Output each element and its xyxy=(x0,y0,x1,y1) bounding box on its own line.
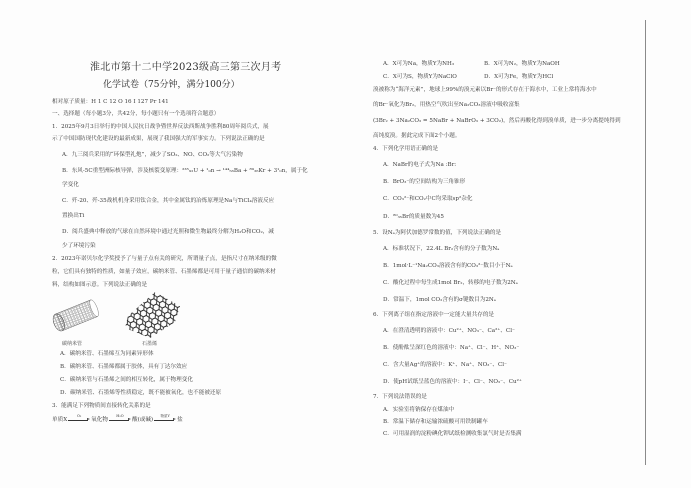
q3-option-c: C．X可为S，物质Y为NaClO xyxy=(383,74,457,80)
section-heading: 一、选择题（每小题3分，共42分，每小题只有一个选项符合题意） xyxy=(52,111,220,117)
graphene-image xyxy=(120,288,185,340)
chain-acid-base: 酸(或碱) xyxy=(131,417,154,423)
bromine-passage: 的Br⁻氧化为Br₂，用热空气吹出至Na₂CO₃溶液中吸收富集 xyxy=(373,102,520,108)
arrow-icon: H₂O xyxy=(109,416,131,423)
q3-conversion-chain xyxy=(52,415,183,423)
q7-option-b: B．常温下储存和运输浓硫酸可用铁制罐车 xyxy=(383,419,488,425)
q1-option-c: 置换出Ti xyxy=(62,213,85,219)
q1-option-b: 学变化 xyxy=(62,182,79,188)
q2-stem: 料，结构如图示意。下列说法正确的是 xyxy=(52,282,148,288)
q4-option-c: C．CO₃²⁻和CO₂中C均采取sp²杂化 xyxy=(383,196,473,202)
q7-option-c: C．可用湿润的淀粉碘化钾试纸检测收集氯气时是否集满 xyxy=(383,431,522,437)
exam-title: 淮北市第十二中学2023级高三第三次月考 xyxy=(90,62,282,73)
q2-option-d: D．碳纳米管、石墨烯等性质稳定，既不能被氧化，也不能被还原 xyxy=(60,390,222,396)
q1-option-a: A．九三阅兵采用的“环保型礼炮”，减少了SO₂、NO、CO₂等大气污染物 xyxy=(62,152,243,158)
bromine-passage: (3Br₂ + 3Na₂CO₃ = 5NaBr + NaBrO₃ + 3CO₂)，然后再酸化得到溴单质，进一步分离提纯得到 xyxy=(373,118,621,124)
q1-option-c: C．歼-20、歼-35战机机身采用钛合金，其中金属钛的冶炼原理是Na与TiCl₄溶液反应 xyxy=(62,198,275,204)
carbon-nanotube-image xyxy=(50,295,100,340)
q5-option-a: A．标准状况下，22.4L Br₂含有的分子数为Nₐ xyxy=(383,246,500,252)
q1-stem: 1．2025年9月3日举行的中国人民抗日战争暨世界反法西斯战争胜利80周年阅兵式，展 xyxy=(52,124,269,130)
q1-option-d: 少了环境污染 xyxy=(62,243,96,249)
q5-option-b: B．1mol·L⁻¹Na₂CO₃溶液含有的CO₃²⁻数目小于Nₐ xyxy=(383,263,513,269)
exam-subtitle: 化学试卷（75分钟，满分100分） xyxy=(103,80,240,90)
q1-option-b: B．东风-5C重型洲际核导弹，涉及核裂变原理：²³⁵₉₂U + ¹₀n → ¹⁴⁴₅₆Ba + ⁸⁹₃₆Kr + 3¹₀n，属于化 xyxy=(62,168,308,174)
q4-option-b: B．BrO₃⁻的空间结构为三角锥形 xyxy=(383,179,466,185)
arrow-icon: O₂ xyxy=(68,416,90,423)
q4-option-d: D．⁸⁰₃₅Br的质量数为45 xyxy=(383,214,444,220)
q2-stem: 2．2023年诺贝尔化学奖授予了与量子点有关的研究，所谓量子点，是指尺寸在纳米级的微 xyxy=(52,256,277,262)
q6-option-d: D．使pH试纸呈蓝色的溶液中：I⁻、Cl⁻、NO₃⁻、Cu²⁺ xyxy=(383,379,522,385)
q6-option-b: B．使酚酞呈深红色的溶液中：Na⁺、Cl⁻、H⁺、NO₃⁻ xyxy=(383,345,520,351)
q4-option-a: A．NaBr的电子式为Na :Br: xyxy=(383,162,457,168)
q2-option-c: C．碳纳米管与石墨烯之间的相互转化，属于物理变化 xyxy=(60,377,193,383)
q5-option-c: C．酸化过程中每生成1mol Br₂，转移的电子数为2Nₐ xyxy=(383,280,518,286)
atomic-masses: 相对原子质量：H 1 C 12 O 16 I 127 Pr 141 xyxy=(52,99,169,105)
arrow-icon: 物质Y xyxy=(154,416,176,423)
chain-oxide: 氧化物 xyxy=(91,417,108,423)
chain-element-x: 单质X xyxy=(52,417,68,423)
page-divider-line xyxy=(645,20,646,465)
q5-stem: 5．设Nₐ为阿伏加德罗常数的值，下列说法正确的是 xyxy=(373,230,502,236)
q6-option-a: A．在澄清透明的溶液中：Cu²⁺、NO₃⁻、Ca²⁺、Cl⁻ xyxy=(383,328,515,334)
graphene-caption: 石墨烯 xyxy=(142,341,158,347)
q2-option-a: A．碳纳米管、石墨烯互为同素异形体 xyxy=(60,351,154,357)
q6-stem: 6．下列离子组在指定溶液中一定能大量共存的是 xyxy=(373,312,495,318)
q5-option-d: D．常温下，1mol CO₂含有的σ键数目为2Nₐ xyxy=(383,297,496,303)
q7-option-a: A．实验室将钠保存在煤油中 xyxy=(383,407,455,413)
q3-option-d: D．X可为Fe，物质Y为HCl xyxy=(484,74,554,80)
q6-option-c: C．含大量Ag⁺的溶液中：K⁺、Na⁺、NO₃⁻、Cl⁻ xyxy=(383,362,507,368)
q1-stem: 示了中国国防现代化建设的最新成果，展现了我国强大的军事实力。下列说法正确的是 xyxy=(52,136,265,142)
q3-option-a: A．X可为Na，物质Y为NH₃ xyxy=(383,61,455,67)
q3-option-b: B．X可为N₂，物质Y为NaOH xyxy=(484,61,560,67)
q2-option-b: B．碳纳米管、石墨烯都属于胶体，具有丁达尔效应 xyxy=(60,364,188,370)
q2-stem: 粒，它们具有独特的性质，如量子效应，碳纳米管、石墨烯都是可用于量子通信的碳纳米材 xyxy=(52,269,276,275)
bromine-passage: 溴被称为“海洋元素”，地球上99%的溴元素以Br⁻的形式存在于海水中，工业上常将海水中 xyxy=(373,87,597,93)
nanotube-caption: 碳纳米管 xyxy=(62,341,83,347)
q7-stem: 7．下列说法错误的是 xyxy=(373,394,427,400)
bromine-passage: 高纯度溴。据此完成下面2个小题。 xyxy=(373,133,461,139)
q3-stem: 3．能满足下列物质间直接转化关系的是 xyxy=(52,403,151,409)
chain-salt: 盐 xyxy=(177,417,183,423)
q1-option-d: D．阅兵盛典中释放的气球在自然环境中通过光照和微生物最终分解为H₂O和CO₂，减 xyxy=(62,229,274,235)
q4-stem: 4．下列化学用语正确的是 xyxy=(373,146,439,152)
